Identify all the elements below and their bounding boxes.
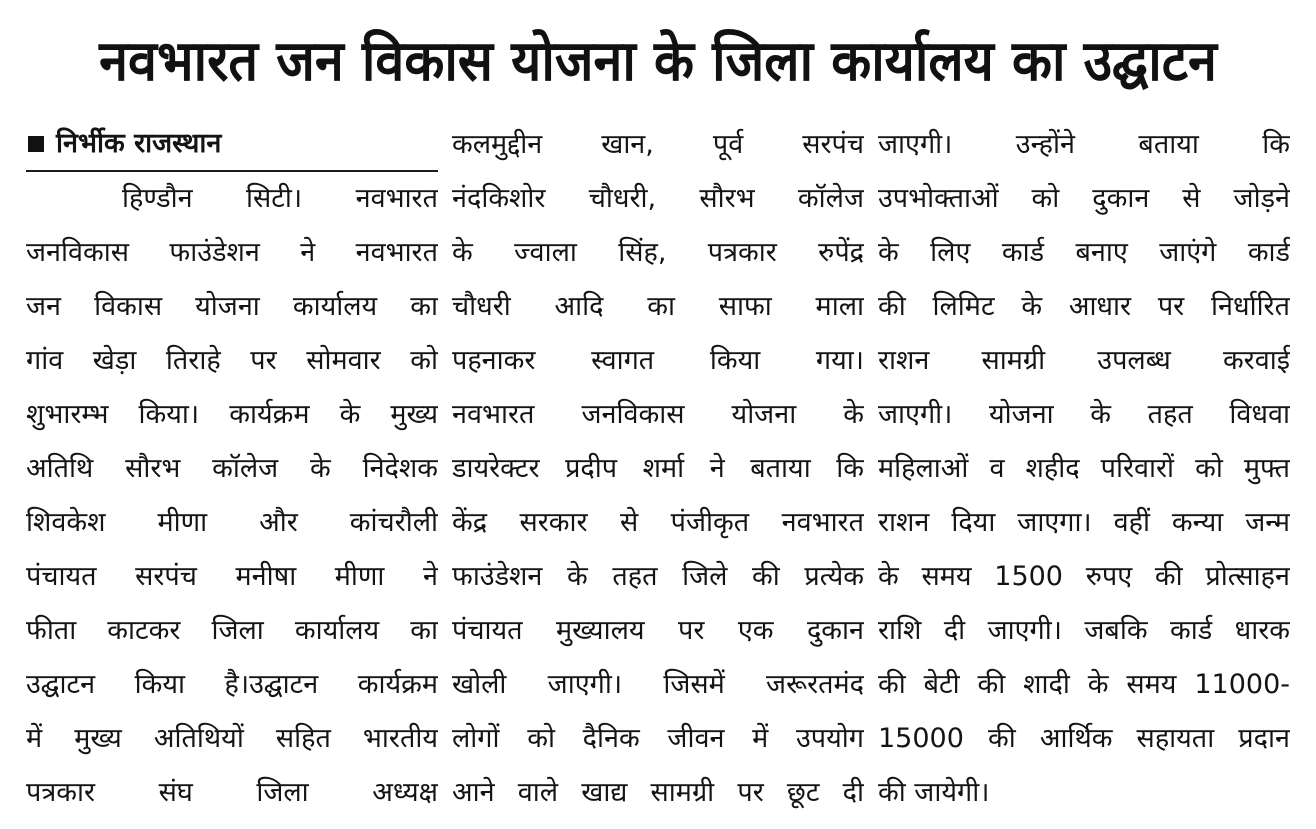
article-line: उद्घाटन किया है।उद्घाटन कार्यक्रम [26, 669, 438, 700]
article-line: राशन सामग्री उपलब्ध करवाई [878, 345, 1290, 376]
article-line: गांव खेड़ा तिराहे पर सोमवार को [26, 345, 438, 376]
article-line: फीता काटकर जिला कार्यालय का [26, 615, 438, 646]
column-2 [452, 118, 864, 818]
article-line: शिवकेश मीणा और कांचरौली [26, 507, 438, 538]
article-line: महिलाओं व शहीद परिवारों को मुफ्त [878, 453, 1290, 484]
article-line: आने वाले खाद्य सामग्री पर छूट दी [452, 777, 864, 808]
article-line: खोली जाएगी। जिसमें जरूरतमंद [452, 669, 864, 700]
headline: नवभारत जन विकास योजना के जिला कार्यालय का उद्घाटन [99, 29, 1217, 94]
article-line: नंदकिशोर चौधरी, सौरभ कॉलेज [452, 183, 864, 214]
article-line: अतिथि सौरभ कॉलेज के निदेशक [26, 453, 438, 484]
article-line: जनविकास फाउंडेशन ने नवभारत [26, 237, 438, 268]
article-line: की लिमिट के आधार पर निर्धारित [878, 291, 1290, 322]
column-3 [878, 118, 1290, 818]
article-line: पंचायत मुख्यालय पर एक दुकान [452, 615, 864, 646]
column-1 [26, 118, 438, 818]
article-line: 15000 की आर्थिक सहायता प्रदान [878, 723, 1290, 754]
article-line: की बेटी की शादी के समय 11000- [878, 669, 1290, 700]
article-line: जाएगी। योजना के तहत विधवा [878, 399, 1290, 430]
article-line: डायरेक्टर प्रदीप शर्मा ने बताया कि [452, 453, 864, 484]
article-line: राशि दी जाएगी। जबकि कार्ड धारक [878, 615, 1290, 646]
article-line: उपभोक्ताओं को दुकान से जोड़ने [878, 183, 1290, 214]
article-line: शुभारम्भ किया। कार्यक्रम के मुख्य [26, 399, 438, 430]
article-line: लोगों को दैनिक जीवन में उपयोग [452, 723, 864, 754]
article-line: पंचायत सरपंच मनीषा मीणा ने [26, 561, 438, 592]
article-line: पत्रकार संघ जिला अध्यक्ष [26, 777, 438, 808]
article-line: हिण्डौन सिटी। नवभारत [122, 183, 438, 214]
article-line: की जायेगी। [878, 777, 990, 808]
byline-text: निर्भीक राजस्थान [56, 128, 222, 159]
article-line: जाएगी। उन्होंने बताया कि [878, 129, 1290, 160]
article-line: चौधरी आदि का साफा माला [452, 291, 864, 322]
article-line: के ज्वाला सिंह, पत्रकार रुपेंद्र [452, 237, 864, 268]
article-line: में मुख्य अतिथियों सहित भारतीय [26, 723, 438, 754]
article-line: कलमुद्दीन खान, पूर्व सरपंच [452, 129, 864, 160]
article-line: के समय 1500 रुपए की प्रोत्साहन [878, 561, 1290, 592]
article-line: राशन दिया जाएगा। वहीं कन्या जन्म [878, 507, 1290, 538]
article-line: पहनाकर स्वागत किया गया। [452, 345, 864, 376]
article-columns [26, 118, 1290, 818]
article-line: केंद्र सरकार से पंजीकृत नवभारत [452, 507, 864, 538]
article-line: नवभारत जनविकास योजना के [452, 399, 864, 430]
article-line: जन विकास योजना कार्यालय का [26, 291, 438, 322]
byline [26, 118, 438, 172]
byline-square-icon [28, 136, 44, 152]
article-line: फाउंडेशन के तहत जिले की प्रत्येक [452, 561, 864, 592]
article-line: के लिए कार्ड बनाए जाएंगे कार्ड [878, 237, 1290, 268]
